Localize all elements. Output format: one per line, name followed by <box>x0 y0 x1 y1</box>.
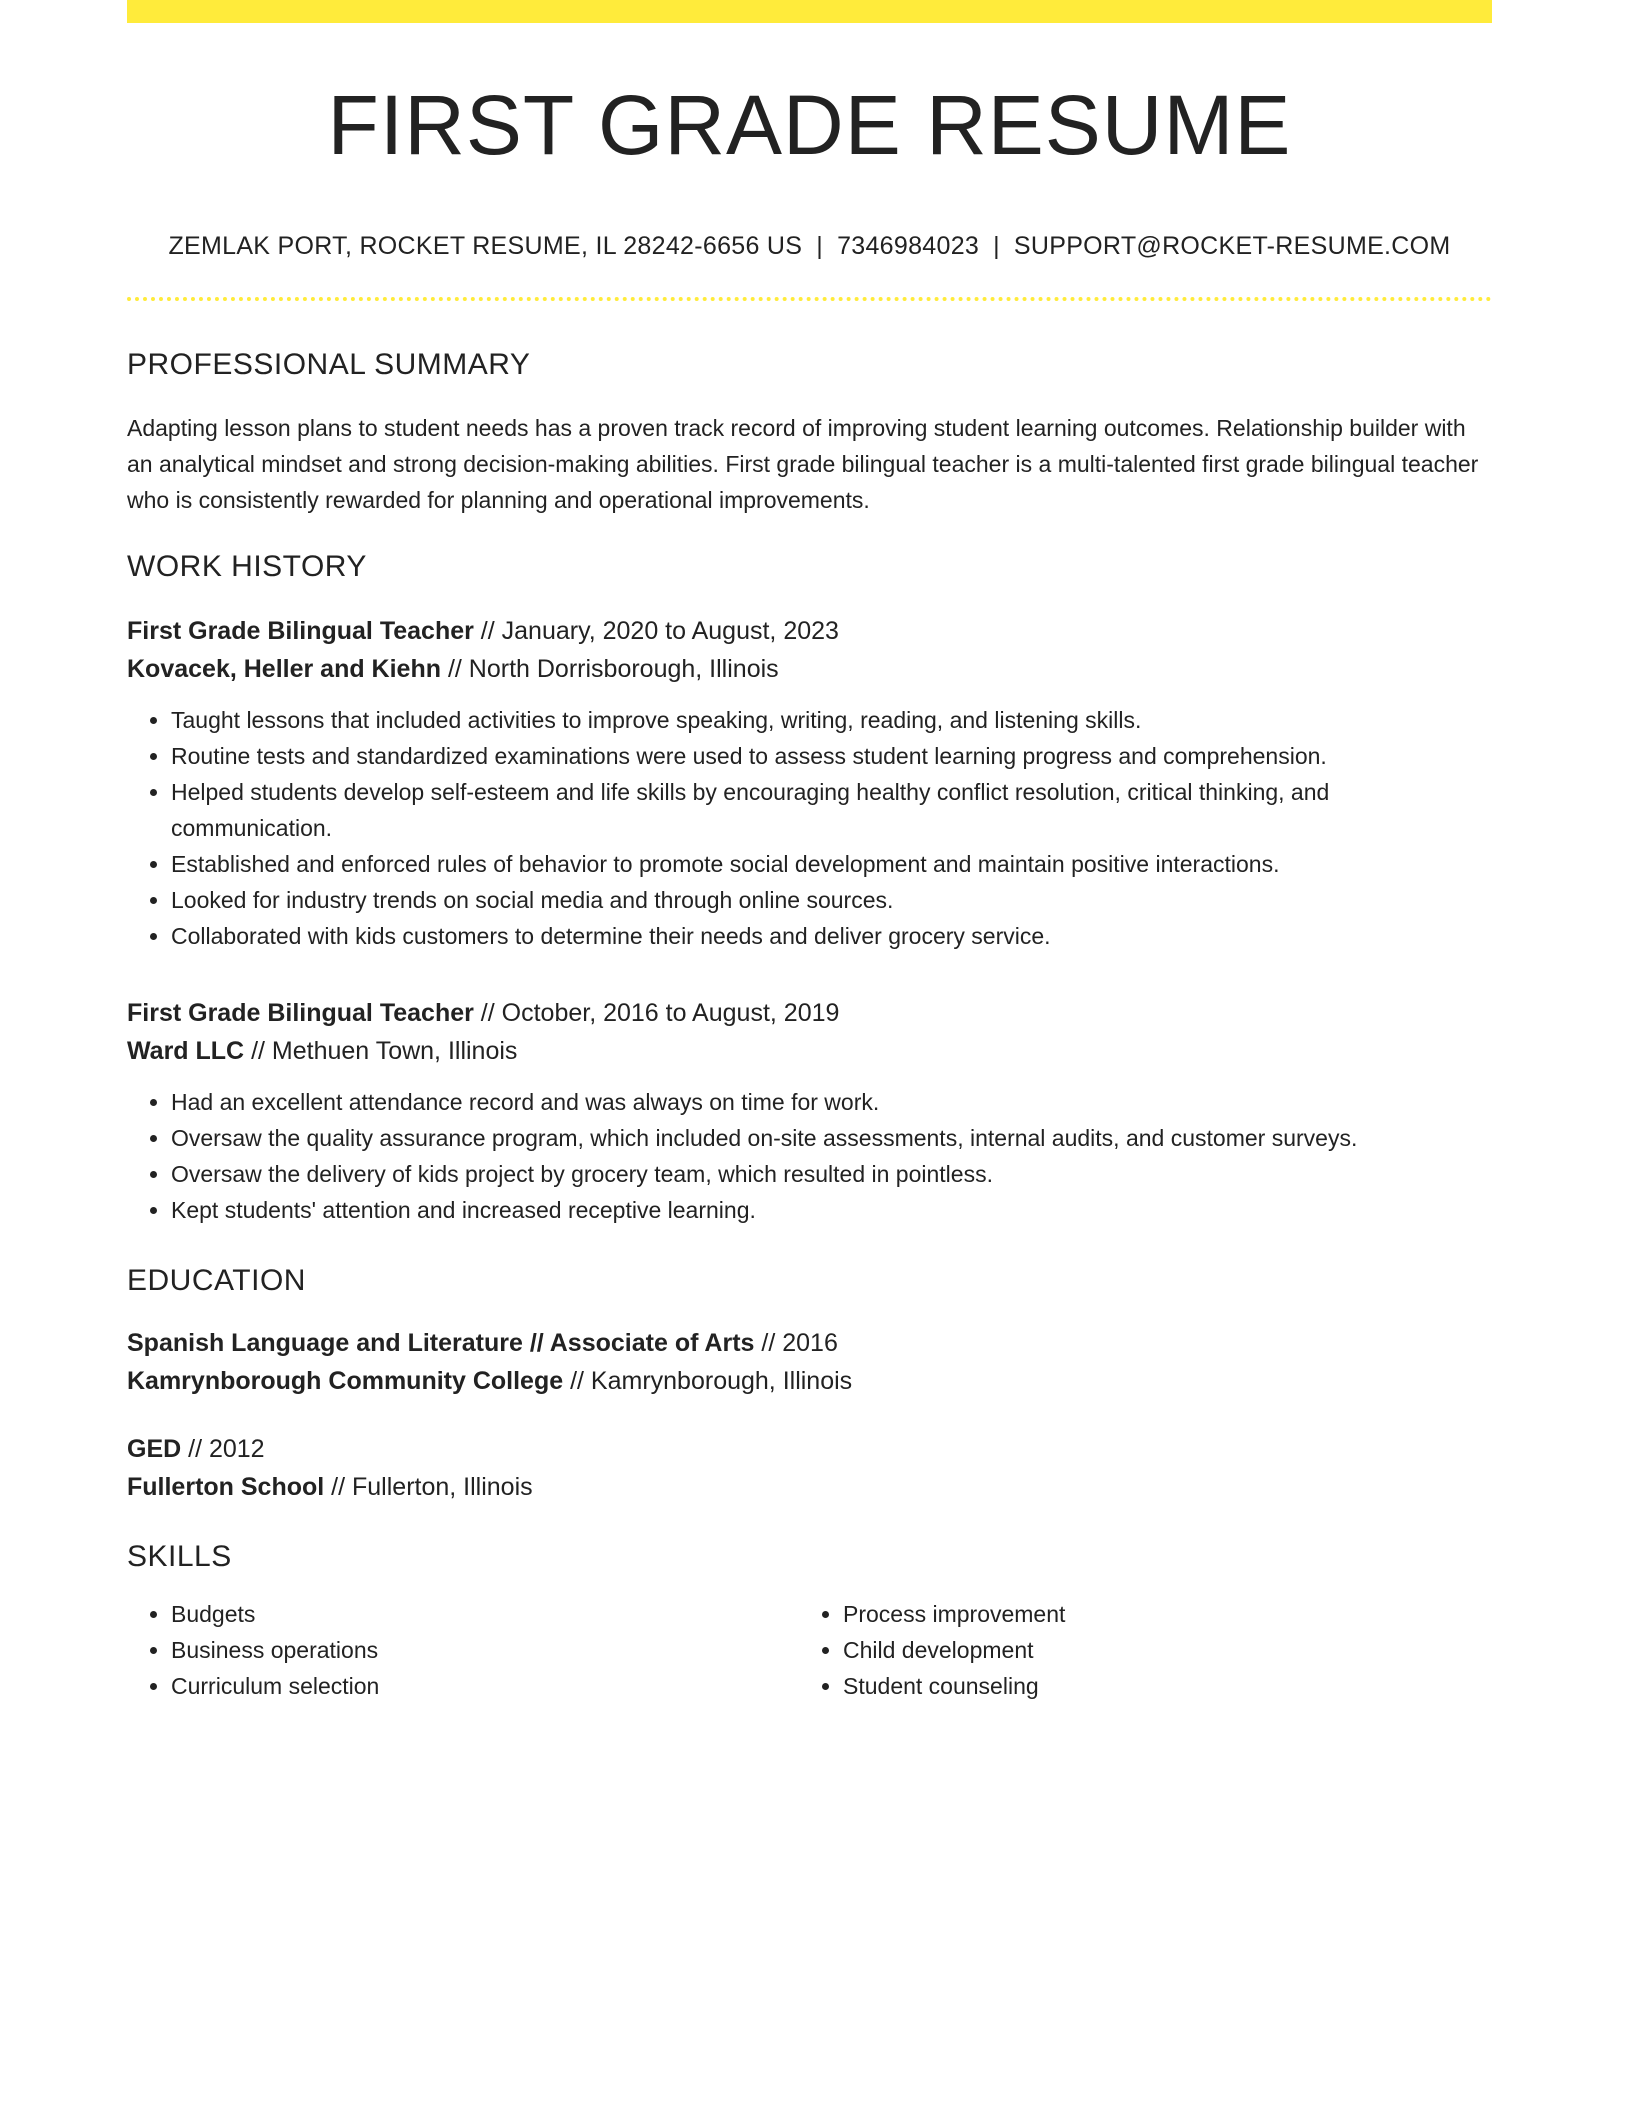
header-divider <box>127 297 1492 301</box>
skill-item: • Business operations <box>171 1632 799 1668</box>
resume-title: FIRST GRADE RESUME <box>327 78 1292 172</box>
list-item: • Looked for industry trends on social media and through online sources. <box>171 882 1492 918</box>
job-title: First Grade Bilingual Teacher <box>127 999 474 1027</box>
education-year: // 2012 <box>181 1435 265 1463</box>
contact-line <box>127 232 1492 261</box>
skills-heading: SKILLS <box>127 1540 232 1573</box>
list-item: • Oversaw the quality assurance program, which included on-site assessments, internal audits, and customer surveys. <box>171 1120 1492 1156</box>
contact-separator: | <box>816 232 824 260</box>
contact-separator: | <box>993 232 1000 260</box>
resume-page <box>127 0 1492 1704</box>
list-item: • Had an excellent attendance record and was always on time for work. <box>171 1084 1492 1120</box>
education-school: Kamrynborough Community College <box>127 1367 564 1395</box>
education-location: // Fullerton, Illinois <box>324 1473 533 1501</box>
job-entry <box>127 994 1492 1228</box>
work-history-heading: WORK HISTORY <box>127 550 367 583</box>
job-title-line <box>127 612 1492 650</box>
skills-column-left <box>127 1596 799 1704</box>
contact-phone: 7346984023 <box>837 232 980 260</box>
skill-item: • Student counseling <box>843 1668 1471 1704</box>
job-company: Kovacek, Heller and Kiehn <box>127 655 442 683</box>
job-company: Ward LLC <box>127 1037 245 1065</box>
list-item: • Kept students' attention and increased receptive learning. <box>171 1192 1492 1228</box>
job-location: // Methuen Town, Illinois <box>244 1037 518 1065</box>
skills-column-right <box>799 1596 1471 1704</box>
education-location: // Kamrynborough, Illinois <box>563 1367 853 1395</box>
skill-item: • Budgets <box>171 1596 799 1632</box>
education-degree: Spanish Language and Literature // Associate of Arts <box>127 1329 755 1357</box>
education-entry <box>127 1324 1492 1400</box>
job-title: First Grade Bilingual Teacher <box>127 617 474 645</box>
job-location: // North Dorrisborough, Illinois <box>441 655 779 683</box>
list-item: • Collaborated with kids customers to determine their needs and deliver grocery service. <box>171 918 1492 954</box>
list-item: • Helped students develop self-esteem and life skills by encouraging healthy conflict resolution, critical thinking, and communication. <box>171 774 1492 846</box>
list-item: • Oversaw the delivery of kids project by grocery team, which resulted in pointless. <box>171 1156 1492 1192</box>
job-company-line <box>127 650 1492 688</box>
education-entry <box>127 1430 1492 1506</box>
job-dates: // January, 2020 to August, 2023 <box>473 617 839 645</box>
job-bullets <box>127 1084 1492 1228</box>
top-accent-bar <box>127 0 1492 23</box>
job-title-line <box>127 994 1492 1032</box>
list-item: • Routine tests and standardized examinations were used to assess student learning progress and comprehension. <box>171 738 1492 774</box>
education-degree: GED <box>127 1435 182 1463</box>
education-degree-line <box>127 1324 1492 1362</box>
education-year: // 2016 <box>754 1329 838 1357</box>
skill-item: • Curriculum selection <box>171 1668 799 1704</box>
skills-list <box>127 1596 1492 1704</box>
summary-text: Adapting lesson plans to student needs has a proven track record of improving student learning outcomes. Relationship builder with an analytical mindset and strong decision-making abilities. First grade bilingual teacher is a multi-talented first grade bilingual teacher who is consistently rewarded for planning and operational improvements. <box>127 415 1479 513</box>
job-bullets <box>127 702 1492 954</box>
education-school-line <box>127 1362 1492 1400</box>
contact-email: SUPPORT@ROCKET-RESUME.COM <box>1013 232 1451 260</box>
job-entry <box>127 612 1492 954</box>
education-heading: EDUCATION <box>127 1264 306 1297</box>
contact-address: ZEMLAK PORT, ROCKET RESUME, IL 28242-6656 US <box>168 232 803 260</box>
education-school: Fullerton School <box>127 1473 325 1501</box>
skill-item: • Child development <box>843 1632 1471 1668</box>
list-item: • Taught lessons that included activities to improve speaking, writing, reading, and listening skills. <box>171 702 1492 738</box>
education-school-line <box>127 1468 1492 1506</box>
job-company-line <box>127 1032 1492 1070</box>
summary-heading: PROFESSIONAL SUMMARY <box>127 348 531 381</box>
list-item: • Established and enforced rules of behavior to promote social development and maintain positive interactions. <box>171 846 1492 882</box>
job-dates: // October, 2016 to August, 2019 <box>473 999 840 1027</box>
education-degree-line <box>127 1430 1492 1468</box>
skill-item: • Process improvement <box>843 1596 1471 1632</box>
